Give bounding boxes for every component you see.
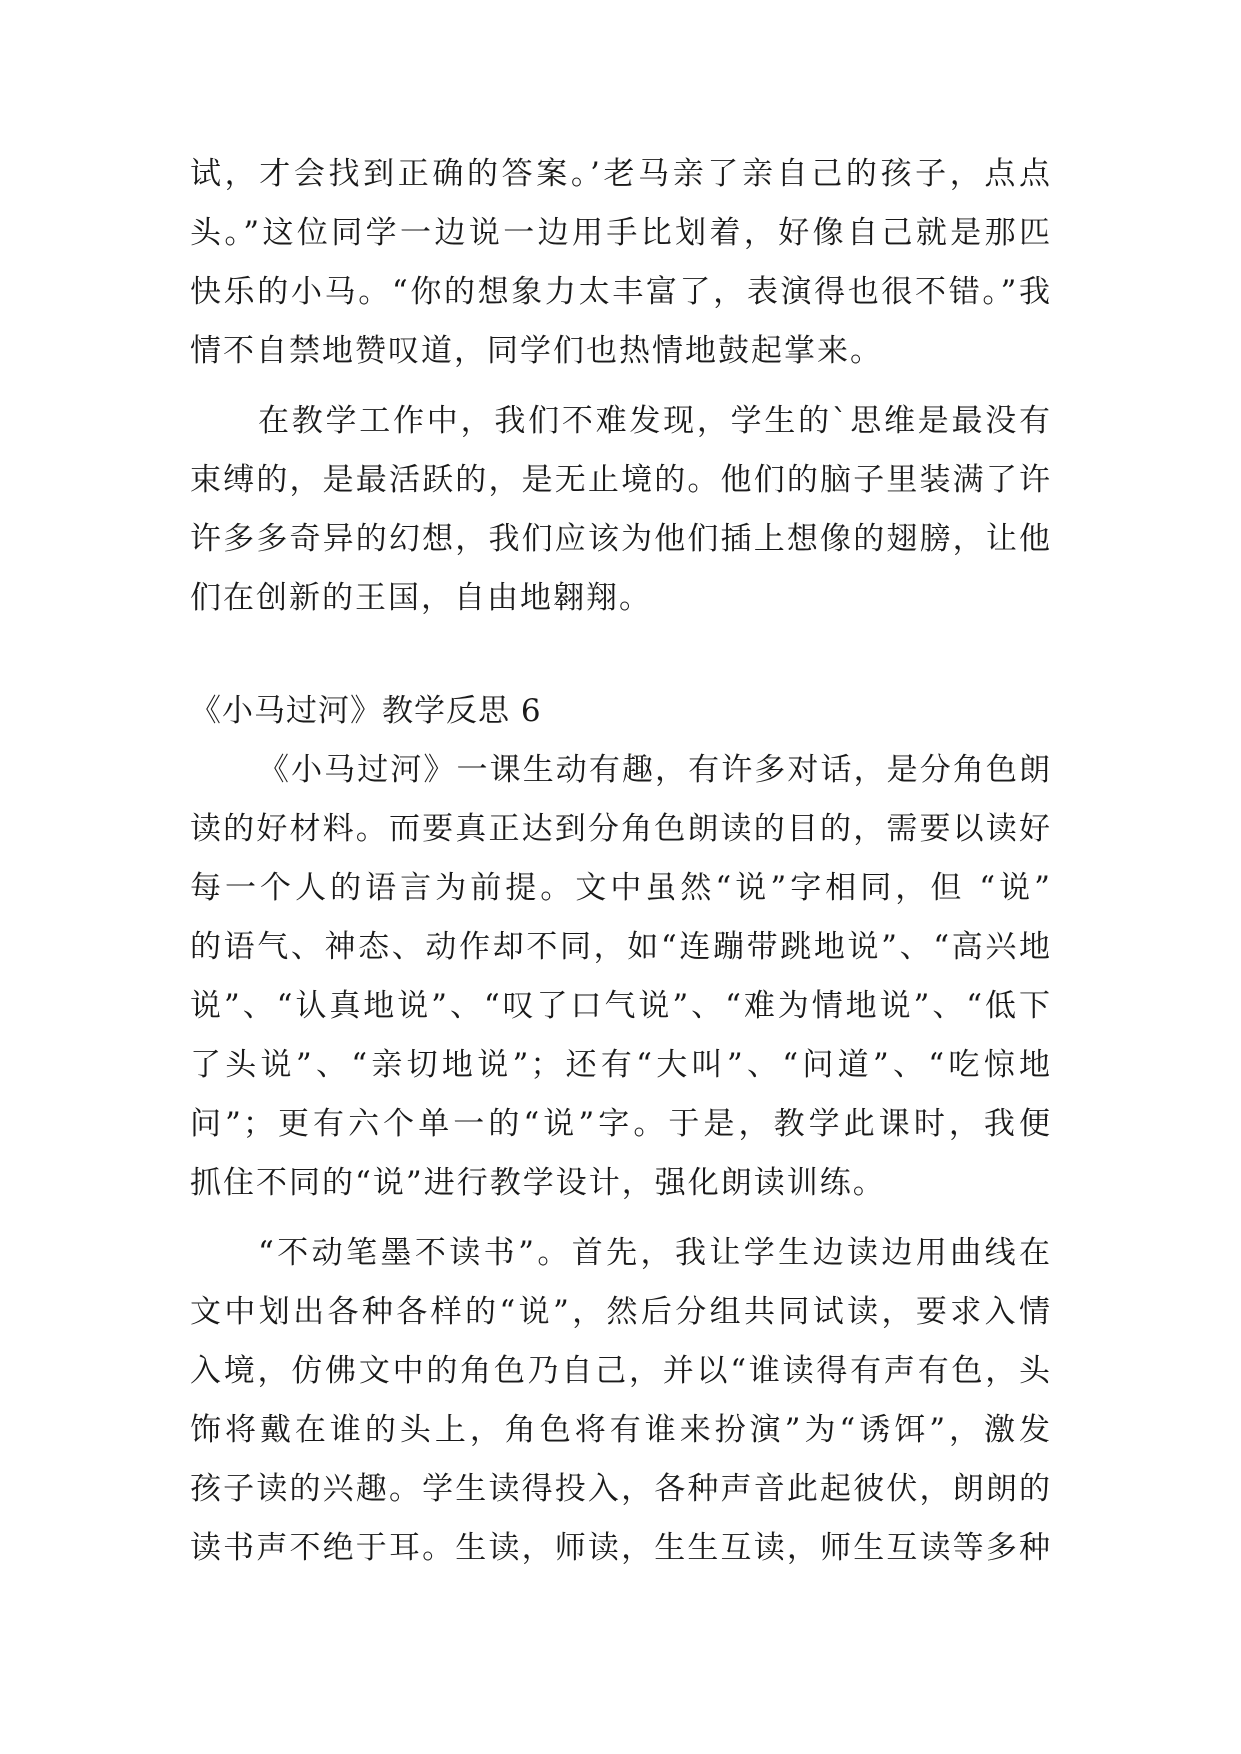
paragraph-line: 的语气、神态、动作却不同，如“连蹦带跳地说”、“高兴地 <box>190 929 1052 965</box>
paragraph-line: 饰将戴在谁的头上，角色将有谁来扮演”为“诱饵”，激发 <box>190 1412 1052 1448</box>
paragraph-line: 试，才会找到正确的答案。’老马亲了亲自己的孩子，点点 <box>190 156 1052 192</box>
paragraph-line: 在教学工作中，我们不难发现，学生的`思维是最没有 <box>258 403 1052 439</box>
paragraph-line: 头。”这位同学一边说一边用手比划着，好像自己就是那匹 <box>190 215 1052 251</box>
paragraph-line: 入境，仿佛文中的角色乃自己，并以“谁读得有声有色，头 <box>190 1353 1052 1389</box>
paragraph-line: 了头说”、“亲切地说”；还有“大叫”、“问道”、“吃惊地 <box>190 1047 1052 1083</box>
paragraph-line: 孩子读的兴趣。学生读得投入，各种声音此起彼伏，朗朗的 <box>190 1471 1052 1507</box>
paragraph-line: 们在创新的王国，自由地翱翔。 <box>190 580 652 616</box>
paragraph-line: “不动笔墨不读书”。首先，我让学生边读边用曲线在 <box>258 1235 1052 1271</box>
section-heading: 《小马过河》教学反思 6 <box>190 693 542 729</box>
paragraph-line: 抓住不同的“说”进行教学设计，强化朗读训练。 <box>190 1165 886 1201</box>
paragraph-line: 读的好材料。而要真正达到分角色朗读的目的，需要以读好 <box>190 811 1052 847</box>
paragraph-line: 快乐的小马。“你的想象力太丰富了，表演得也很不错。”我 <box>190 274 1052 310</box>
paragraph-line: 文中划出各种各样的“说”，然后分组共同试读，要求入情 <box>190 1294 1052 1330</box>
paragraph-line: 束缚的，是最活跃的，是无止境的。他们的脑子里装满了许 <box>190 462 1052 498</box>
paragraph-line: 《小马过河》一课生动有趣，有许多对话，是分角色朗 <box>258 752 1052 788</box>
paragraph-line: 读书声不绝于耳。生读，师读，生生互读，师生互读等多种 <box>190 1530 1052 1566</box>
paragraph-line: 每一个人的语言为前提。文中虽然“说”字相同，但 “说” <box>190 870 1052 906</box>
paragraph-line: 问”；更有六个单一的“说”字。于是，教学此课时，我便 <box>190 1106 1052 1142</box>
paragraph-line: 说”、“认真地说”、“叹了口气说”、“难为情地说”、“低下 <box>190 988 1052 1024</box>
paragraph-line: 情不自禁地赞叹道，同学们也热情地鼓起掌来。 <box>190 333 883 369</box>
paragraph-line: 许多多奇异的幻想，我们应该为他们插上想像的翅膀，让他 <box>190 521 1052 557</box>
